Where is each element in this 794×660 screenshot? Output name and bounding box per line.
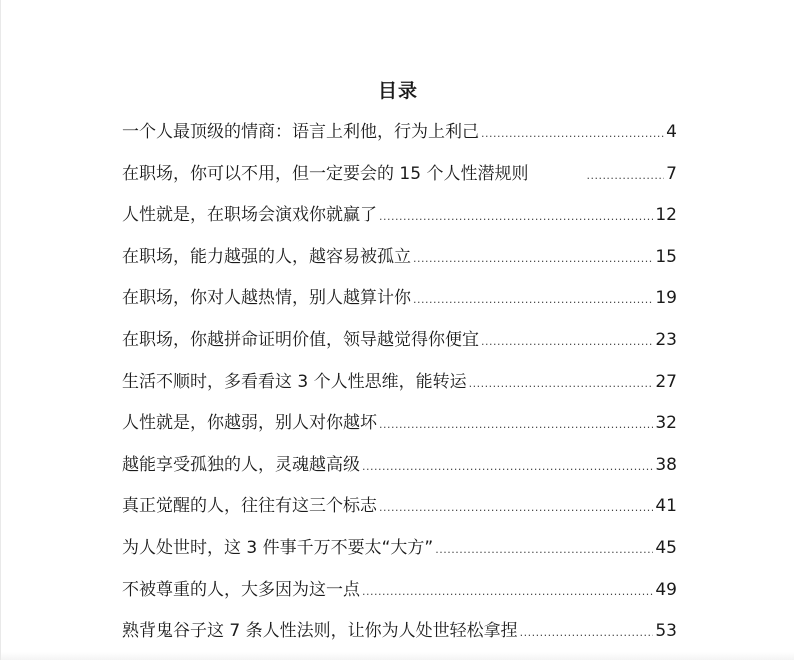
toc-entry-page: 23 bbox=[655, 329, 677, 350]
toc-entry-title: 真正觉醒的人，往往有这三个标志 bbox=[122, 496, 377, 517]
dot-leader bbox=[379, 407, 653, 443]
toc-entry-title: 一个人最顶级的情商：语言上利他，行为上利己 bbox=[122, 122, 479, 142]
toc-entry[interactable] bbox=[122, 364, 677, 406]
dot-leader bbox=[520, 615, 654, 651]
toc-entry-page: 38 bbox=[655, 454, 677, 475]
toc-entry-title: 为人处世时，这 3 件事千万不要太“大方” bbox=[122, 537, 434, 558]
toc-entry-page: 45 bbox=[655, 537, 677, 558]
toc-entry-page: 32 bbox=[655, 413, 677, 434]
toc-entry[interactable] bbox=[122, 239, 677, 281]
page-bottom-edge bbox=[1, 652, 794, 660]
toc-entry-page: 7 bbox=[666, 163, 677, 184]
dot-leader bbox=[362, 449, 653, 485]
toc-entry[interactable] bbox=[122, 572, 677, 614]
toc-entry-page: 15 bbox=[655, 246, 677, 267]
toc-entry[interactable] bbox=[122, 405, 677, 447]
toc-entry-title: 生活不顺时，多看看这 3 个人性思维，能转运 bbox=[122, 371, 467, 392]
toc-entry-page: 49 bbox=[655, 579, 677, 600]
toc-entry-title: 不被尊重的人，大多因为这一点 bbox=[122, 579, 360, 600]
toc-list bbox=[122, 114, 677, 655]
toc-entry-title: 熟背鬼谷子这 7 条人性法则，让你为人处世轻松拿捏 bbox=[122, 621, 518, 642]
dot-leader bbox=[379, 199, 653, 235]
toc-entry-page: 41 bbox=[655, 496, 677, 517]
toc-title: 目录 bbox=[377, 80, 418, 102]
toc-entry-page: 12 bbox=[655, 205, 677, 226]
dot-leader bbox=[469, 366, 654, 402]
toc-entry-title: 在职场，能力越强的人，越容易被孤立 bbox=[122, 246, 411, 267]
toc-entry[interactable] bbox=[122, 280, 677, 322]
toc-entry[interactable] bbox=[122, 197, 677, 239]
toc-entry-title: 越能享受孤独的人，灵魂越高级 bbox=[122, 454, 360, 475]
toc-entry[interactable] bbox=[122, 530, 677, 572]
dot-leader bbox=[481, 324, 653, 360]
toc-entry-page: 27 bbox=[655, 371, 677, 392]
toc-entry[interactable] bbox=[122, 447, 677, 489]
dot-leader bbox=[362, 574, 653, 610]
toc-entry[interactable] bbox=[122, 488, 677, 530]
dot-leader bbox=[413, 282, 653, 318]
toc-entry-title: 人性就是，在职场会演戏你就赢了 bbox=[122, 205, 377, 226]
toc-entry-title: 在职场，你越拼命证明价值，领导越觉得你便宜 bbox=[122, 329, 479, 350]
toc-entry-page: 4 bbox=[666, 122, 677, 142]
toc-entry[interactable] bbox=[122, 322, 677, 364]
toc-entry-title: 人性就是，你越弱，别人对你越坏 bbox=[122, 413, 377, 434]
toc-entry[interactable] bbox=[122, 156, 677, 198]
dot-leader bbox=[379, 490, 653, 526]
toc-entry-page: 53 bbox=[655, 621, 677, 642]
toc-entry-title: 在职场，你可以不用，但一定要会的 15 个人性潜规则 bbox=[122, 163, 529, 184]
dot-leader bbox=[435, 532, 653, 568]
dot-leader bbox=[586, 158, 664, 194]
dot-leader bbox=[413, 241, 653, 277]
toc-entry[interactable] bbox=[122, 114, 677, 156]
toc-entry-page: 19 bbox=[655, 288, 677, 309]
dot-leader bbox=[481, 116, 664, 152]
toc-entry-title: 在职场，你对人越热情，别人越算计你 bbox=[122, 288, 411, 309]
toc-entry[interactable] bbox=[122, 613, 677, 655]
